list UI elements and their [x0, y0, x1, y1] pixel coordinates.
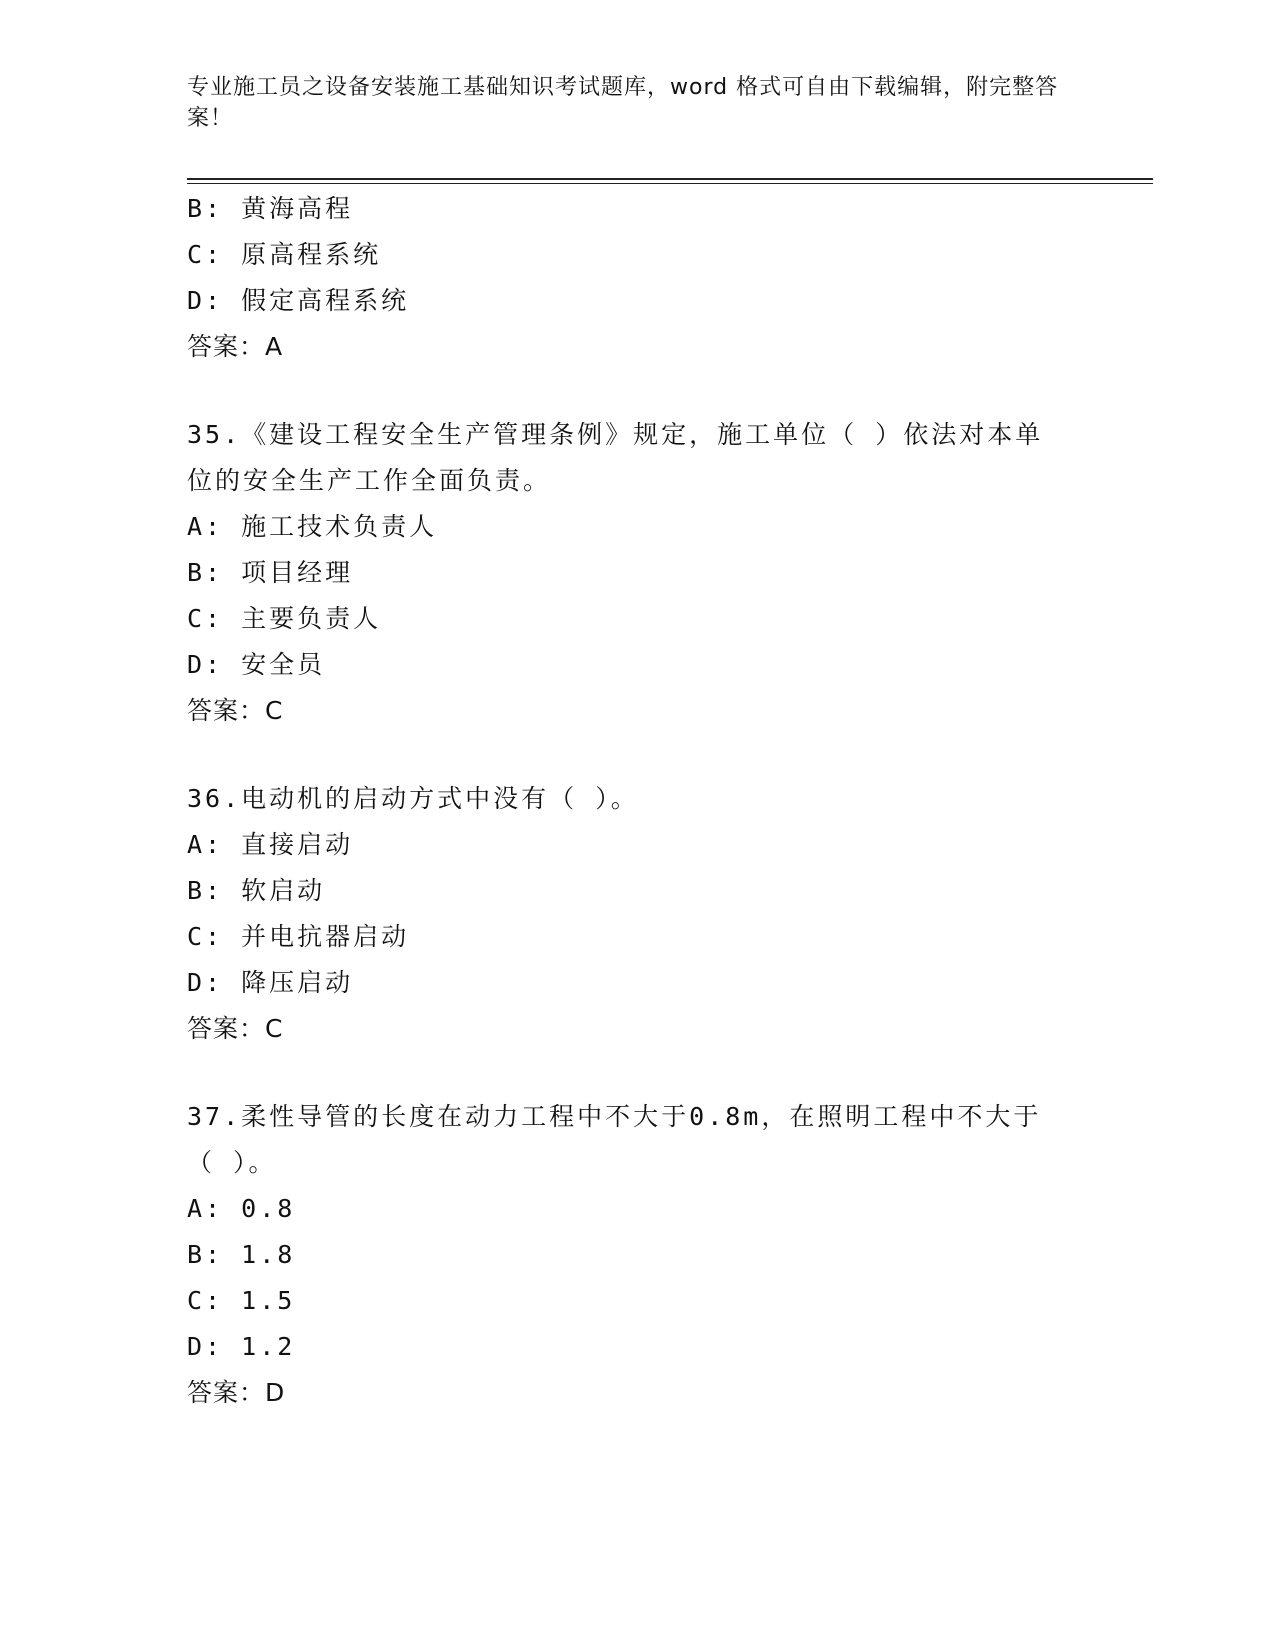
- option-b: B: 软启动: [187, 876, 326, 905]
- answer: 答案：D: [187, 1378, 286, 1407]
- option-c: C: 1.5: [187, 1286, 296, 1315]
- header-divider-thick: [187, 178, 1153, 180]
- option-d: D: 安全员: [187, 650, 326, 679]
- question-content: [187, 186, 1153, 1416]
- option-c: C: 并电抗器启动: [187, 922, 410, 951]
- option-a: A: 0.8: [187, 1194, 296, 1223]
- question-34-tail: [187, 186, 1153, 370]
- option-b: B: 1.8: [187, 1240, 296, 1269]
- document-header: 专业施工员之设备安装施工基础知识考试题库，word 格式可自由下载编辑，附完整答案！: [187, 75, 1059, 131]
- option-c: C: 主要负责人: [187, 604, 382, 633]
- question-text: 37.柔性导管的长度在动力工程中不大于0.8m，在照明工程中不大于（ ）。: [187, 1102, 1042, 1177]
- answer: 答案：A: [187, 332, 284, 361]
- option-d: D: 1.2: [187, 1332, 296, 1361]
- question-35: [187, 412, 1153, 734]
- option-a: A: 施工技术负责人: [187, 512, 438, 541]
- option-b: B: 项目经理: [187, 558, 354, 587]
- answer: 答案：C: [187, 696, 284, 725]
- header-divider-thin: [187, 183, 1153, 184]
- question-37: [187, 1094, 1153, 1416]
- question-36: [187, 776, 1153, 1052]
- option-b: B: 黄海高程: [187, 194, 354, 223]
- question-text: 35.《建设工程安全生产管理条例》规定，施工单位（ ）依法对本单位的安全生产工作全面负责。: [187, 420, 1044, 495]
- option-d: D: 降压启动: [187, 968, 354, 997]
- answer: 答案：C: [187, 1014, 284, 1043]
- option-a: A: 直接启动: [187, 830, 354, 859]
- option-d: D: 假定高程系统: [187, 286, 410, 315]
- question-text: 36.电动机的启动方式中没有（ ）。: [187, 784, 639, 813]
- option-c: C: 原高程系统: [187, 240, 382, 269]
